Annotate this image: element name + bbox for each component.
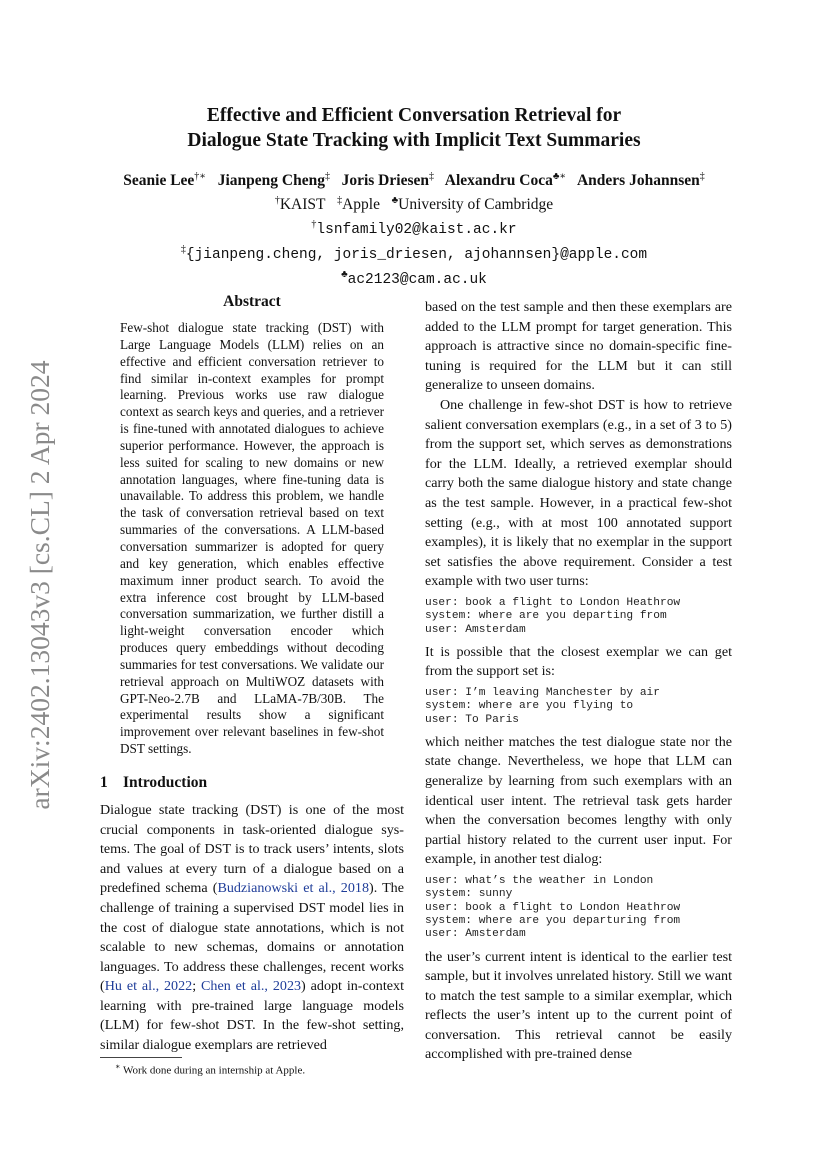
affiliation-list	[0, 191, 828, 215]
affiliation-mark: ♣	[391, 195, 399, 207]
author-name: Seanie Lee	[123, 172, 195, 190]
email-line	[0, 265, 828, 290]
intro-paragraph	[100, 801, 404, 1056]
author-list	[0, 167, 828, 191]
intro-text: ) adopt in-context learning with pre-trained large language models (LLM) for few-shot DST. In the few-shot setting, similar dialogue exemplars are retrieved	[100, 978, 404, 1054]
abstract-text: Few-shot dialogue state tracking (DST) with Large Language Models (LLM) relies on an effective and efficient conversation retriever to find similar in-context examples for prompt learning. Previous works use raw dialogue context as search keys and queries, and a retriever is fine-tuned with annotated dialogues to achieve superior performance. However, the approach is less suited for scaling to new domains or new annotation languages, where fine-tuning data is unavailable. To address this problem, we handle the task of conversation retrieval based on text summaries of the conversations. A LLM-based conversation summarizer is adopted for query and key generation, which enables effective maximum inner product search. To avoid the extra inference cost brought by LLM-based conversation summarization, we further distill a light-weight conversation encoder which produces query embeddings without decoding summaries for test conversations. We validate our retrieval approach on MultiWOZ datasets with GPT-Neo-2.7B and LLaMA-7B/30B. The experimental results show a significant improvement over relevant baselines in few-shot DST settings.	[120, 320, 384, 757]
abstract-heading: Abstract	[223, 293, 281, 310]
title-line-1: Effective and Efficient Conversation Retrieval for	[206, 105, 622, 126]
body-paragraph: which neither matches the test dialogue state nor the state change. Nevertheless, we hope that LLM can generalize by learning from such exemplars with an identical user intent. The retrieval task gets harder when the conversation becomes lengthy with only partial history related to the current user input. For example, in another test dialog:	[425, 733, 732, 868]
dialogue-line: system: where are you flying to	[425, 700, 634, 713]
dialogue-line: user: To Paris	[425, 713, 519, 726]
left-column	[100, 293, 404, 1056]
email-mark: ♣	[341, 268, 348, 280]
dialogue-line: user: Amsterdam	[425, 928, 526, 941]
citation-link[interactable]: Chen et al., 2023	[201, 978, 302, 995]
paper-title	[0, 103, 828, 153]
author-name: Anders Johannsen	[576, 172, 700, 190]
section-title: Introduction	[123, 773, 208, 791]
body-paragraph: It is possible that the closest exemplar we can get from the support set is:	[425, 643, 732, 680]
author-name: Jianpeng Cheng	[217, 172, 325, 190]
arxiv-id: arXiv:2402.13043v3 [cs.CL] 2 Apr 2024	[24, 360, 55, 810]
affiliation-mark: ‡	[337, 195, 343, 207]
footnote-divider	[100, 1057, 182, 1058]
dialogue-example	[425, 875, 732, 941]
section-heading	[100, 774, 404, 792]
email-line	[0, 240, 828, 265]
footnote	[115, 1062, 305, 1077]
email-mark: ‡	[180, 244, 186, 256]
email-line	[0, 215, 828, 240]
intro-text: ). The challenge of training a supervised DST model lies in the cost of dialogue state annotations, which is not scalable to new schemas, domains or annotation languages. To address these challenges, recent works (	[100, 880, 404, 995]
affiliation-name: KAIST	[279, 196, 326, 214]
author-mark: ‡	[428, 171, 434, 182]
right-column	[425, 298, 732, 1065]
dialogue-line: system: where are you departing from	[425, 610, 667, 623]
dialogue-line: user: book a flight to London Heathrow	[425, 901, 681, 914]
affiliation-name: University of Cambridge	[398, 196, 554, 214]
intro-text: ;	[192, 978, 202, 995]
dialogue-line: user: book a flight to London Heathrow	[425, 596, 681, 609]
section-number: 1	[100, 773, 108, 791]
author-mark: ‡	[699, 171, 705, 182]
intro-text: Dialogue state tracking (DST) is one of the most crucial components in task-oriented dialogue systems. The goal of DST is to track users’ intents, slots and values at every turn of a dialogue based on a predefined schema (	[100, 801, 404, 897]
author-mark: †∗	[194, 171, 207, 182]
dialogue-line: user: what’s the weather in London	[425, 875, 654, 888]
affiliation-mark: †	[274, 195, 280, 207]
email-mark: †	[311, 219, 317, 231]
dialogue-example	[425, 687, 732, 727]
email-address: {jianpeng.cheng, joris_driesen, ajohannsen}@apple.com	[185, 246, 648, 263]
author-name: Joris Driesen	[341, 172, 429, 190]
dialogue-line: system: where are you departuring from	[425, 914, 681, 927]
body-paragraph: One challenge in few-shot DST is how to retrieve salient conversation exemplars (e.g., in a set of 3 to 5) from the support set, which serves as demonstrations for the LLM. Ideally, a retrieved exemplar should carry both the same dialogue history and state change as the test sample. However, in a practical few-shot setting (e.g., with at most 100 annotated support examples), it is likely that no exemplar in the support set satisfies the above requirement. Consider a test example with two user turns:	[425, 396, 732, 590]
dialogue-line: user: I’m leaving Manchester by air	[425, 686, 660, 699]
paper-header	[0, 103, 828, 290]
body-paragraph: based on the test sample and then these exemplars are added to the LLM prompt for target generation. This approach is attractive since no domain-specific fine-tuning is required for the LLM but it can still generalize to unseen domains.	[425, 299, 732, 394]
author-mark: ‡	[324, 171, 330, 182]
author-mark: ♣∗	[552, 171, 567, 182]
citation-link[interactable]: Budzianowski et al., 2018	[217, 880, 369, 897]
citation-link[interactable]: Hu et al., 2022	[104, 978, 193, 995]
affiliation-name: Apple	[342, 196, 380, 214]
author-name: Alexandru Coca	[444, 172, 553, 190]
footnote-mark: ∗	[115, 1062, 121, 1071]
dialogue-line: user: Amsterdam	[425, 623, 526, 636]
dialogue-line: system: sunny	[425, 888, 513, 901]
body-paragraph: the user’s current intent is identical to the earlier test sample, but it involves unrelated history. Still we want to match the test sample to a similar exemplar, which reflects the user’s intent up to the current point of conversation. This retrieval cannot be easily accomplished with pre-trained dense	[425, 948, 732, 1063]
dialogue-example	[425, 597, 732, 637]
email-address: ac2123@cam.ac.uk	[347, 271, 487, 288]
footnote-text: Work done during an internship at Apple.	[123, 1064, 306, 1077]
title-line-2: Dialogue State Tracking with Implicit Text Summaries	[187, 130, 641, 151]
email-address: lsnfamily02@kaist.ac.kr	[316, 222, 517, 239]
